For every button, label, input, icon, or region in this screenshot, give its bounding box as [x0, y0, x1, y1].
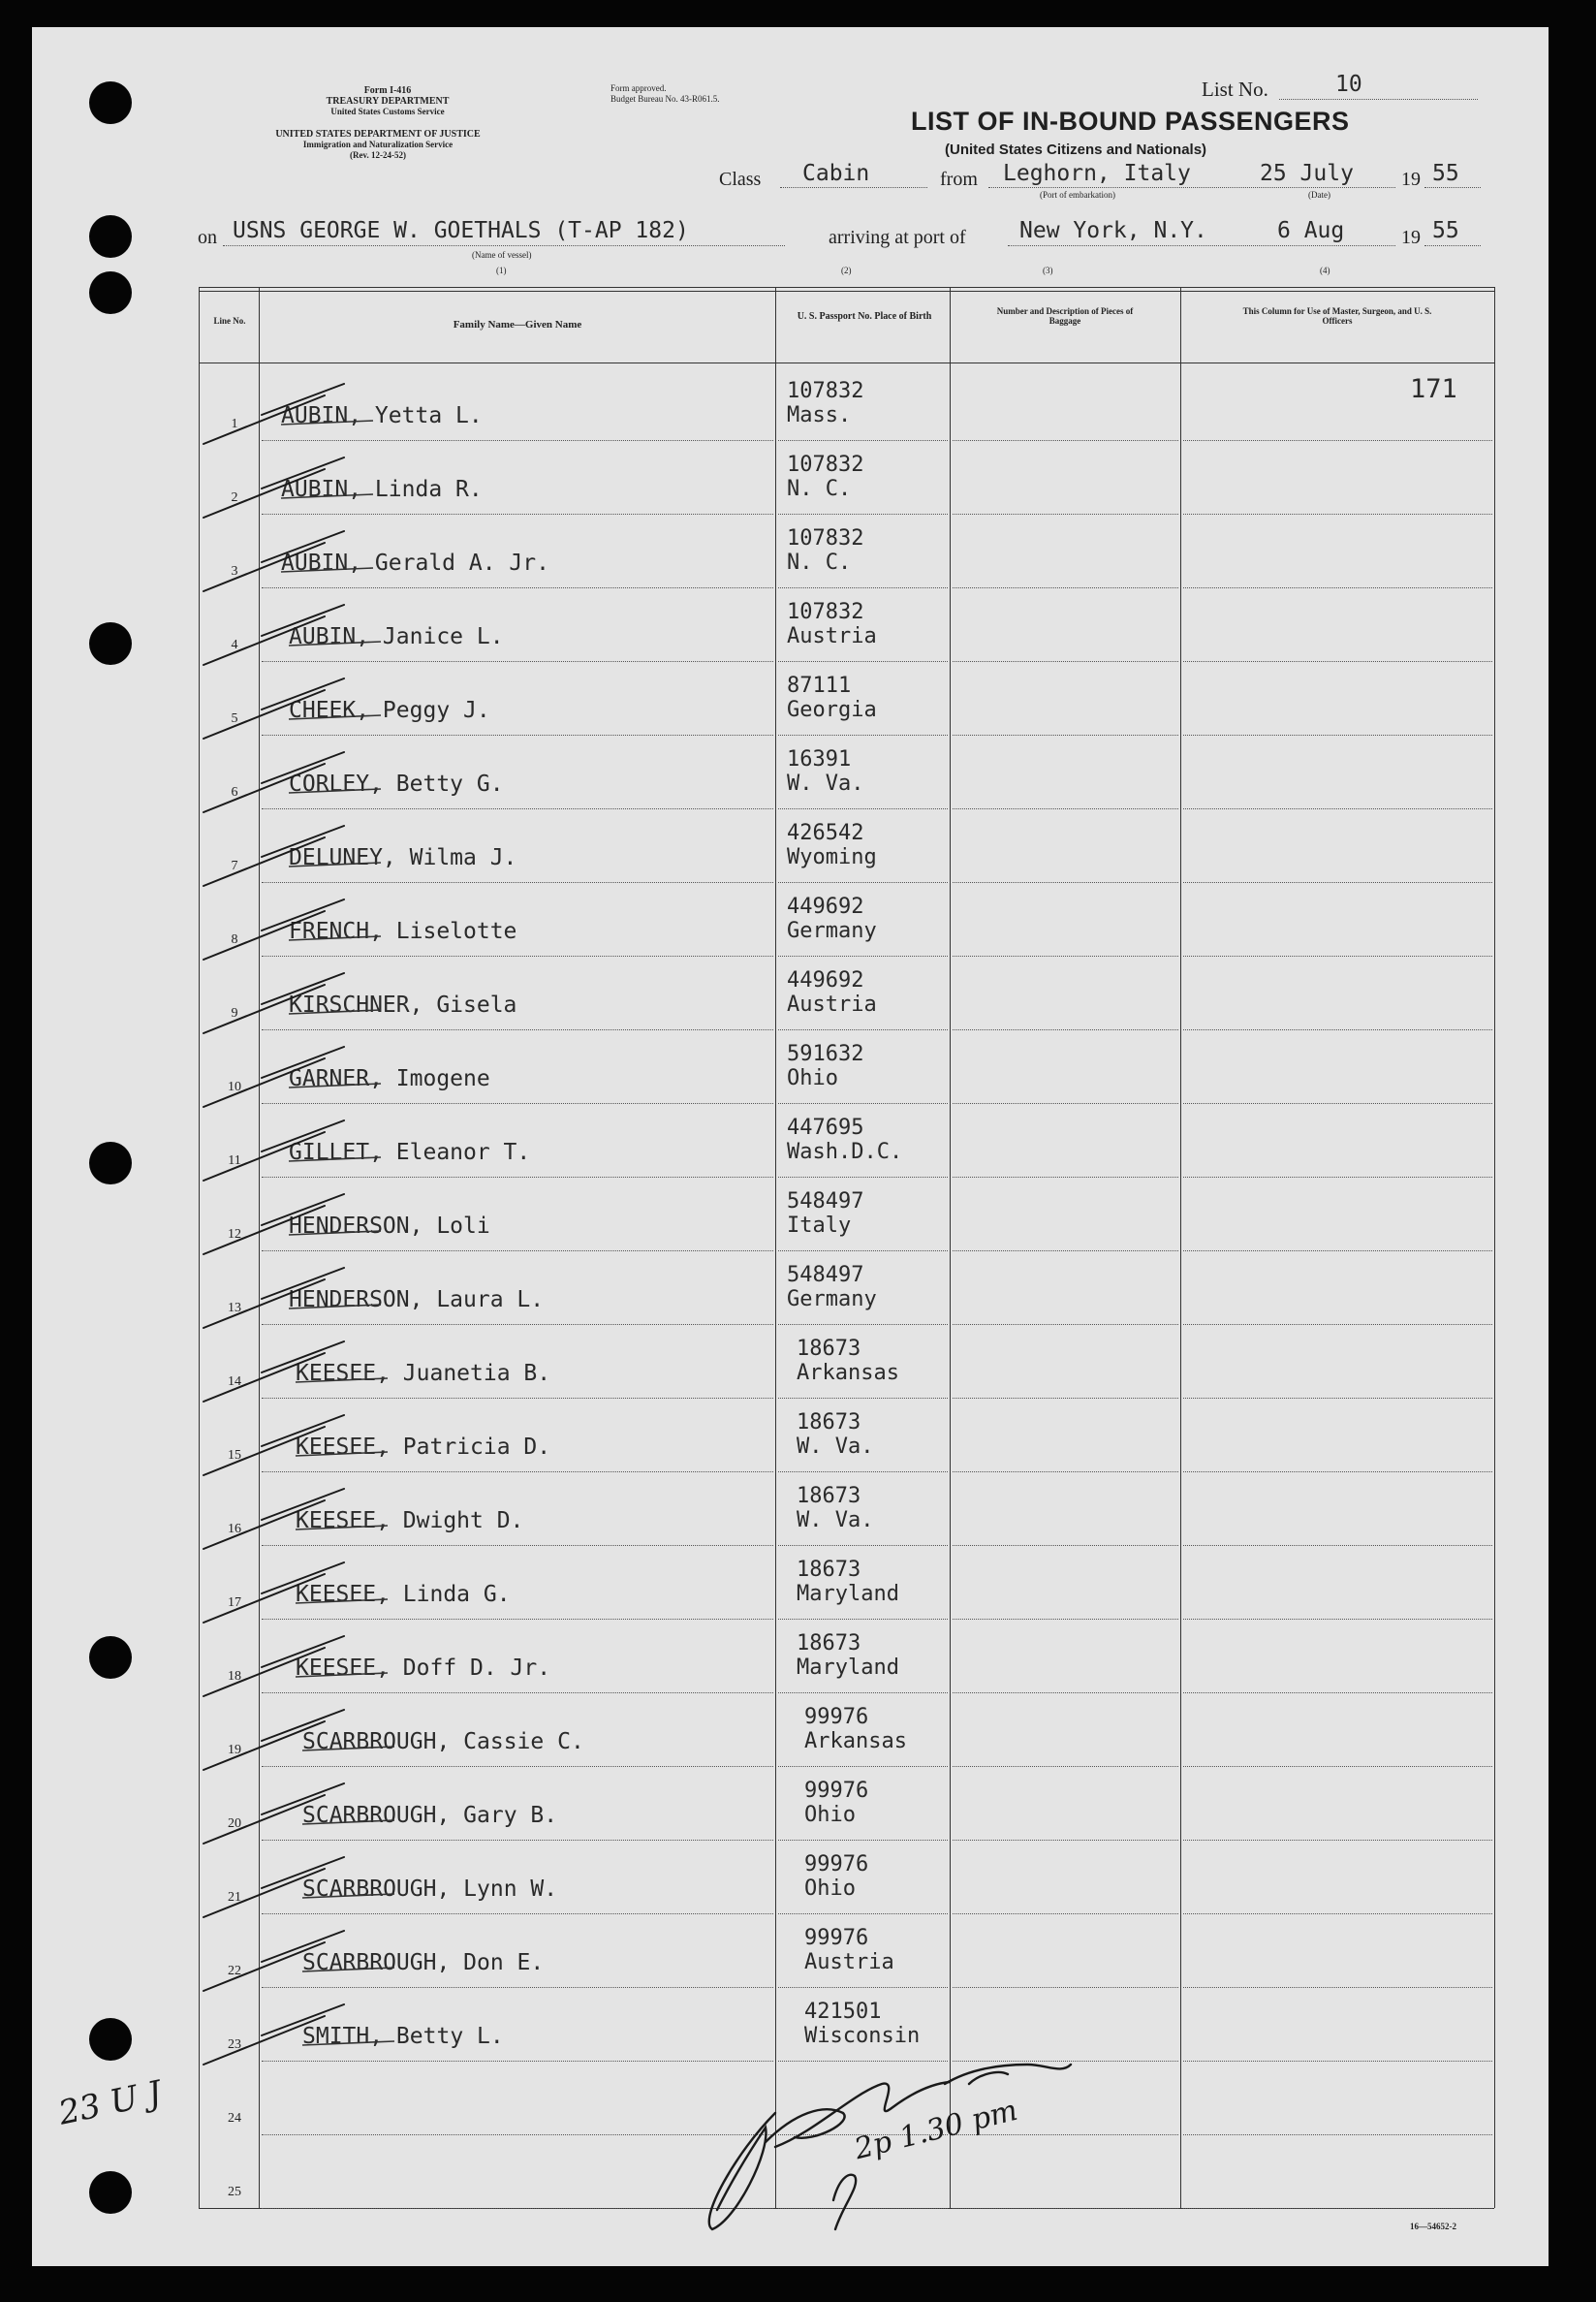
passenger-name: SCARBROUGH, Don E. — [302, 1950, 545, 1975]
line-number: 3 — [231, 564, 238, 579]
line-number: 4 — [231, 638, 238, 652]
line-number: 14 — [228, 1374, 241, 1389]
line-number: 5 — [231, 711, 238, 726]
place-of-birth: Wash.D.C. — [787, 1140, 903, 1164]
vessel-caption: (Name of vessel) — [472, 250, 532, 260]
place-of-birth: Mass. — [787, 403, 852, 427]
passport-number: 447695 — [787, 1116, 864, 1140]
passport-number: 449692 — [787, 895, 864, 919]
binder-hole — [89, 81, 132, 124]
place-of-birth: Ohio — [804, 1876, 856, 1901]
line-number: 9 — [231, 1006, 238, 1021]
col-marker-1: (1) — [496, 266, 507, 275]
line-number: 15 — [228, 1448, 241, 1463]
passport-number: 449692 — [787, 968, 864, 993]
passenger-name: SCARBROUGH, Gary B. — [302, 1803, 558, 1828]
binder-hole — [89, 1636, 132, 1679]
passport-number: 591632 — [787, 1042, 864, 1066]
arriving-label: arriving at port of — [829, 227, 966, 248]
approval-line-1: Form approved. — [610, 83, 667, 93]
passport-number: 18673 — [797, 1337, 861, 1361]
line-number: 12 — [228, 1227, 241, 1242]
vessel-name: USNS GEORGE W. GOETHALS (T-AP 182) — [233, 218, 689, 243]
line-number: 13 — [228, 1301, 241, 1315]
passenger-name: KEESEE, Patricia D. — [296, 1435, 551, 1460]
passenger-name: GARNER, Imogene — [289, 1066, 490, 1091]
passenger-name: AUBIN, Janice L. — [289, 624, 504, 649]
line-number: 21 — [228, 1890, 241, 1905]
place-of-birth: Ohio — [804, 1803, 856, 1827]
header-baggage: Number and Description of Pieces of Baggage — [996, 306, 1134, 326]
departure-year: 55 — [1432, 161, 1459, 186]
margin-note: 23 U J — [55, 2073, 166, 2133]
approval-line-2: Budget Bureau No. 43-R061.5. — [610, 94, 720, 104]
passenger-name: CORLEY, Betty G. — [289, 772, 504, 797]
departure-date: 25 July — [1260, 161, 1354, 186]
passenger-name: SCARBROUGH, Cassie C. — [302, 1729, 584, 1754]
line-number: 16 — [228, 1522, 241, 1536]
passport-number: 548497 — [787, 1263, 864, 1287]
date-caption: (Date) — [1308, 190, 1330, 200]
line-number: 8 — [231, 932, 238, 947]
port-of-embarkation: Leghorn, Italy — [1003, 161, 1191, 186]
place-of-birth: Italy — [787, 1214, 852, 1238]
page-title: LIST OF IN-BOUND PASSENGERS — [911, 107, 1350, 136]
passport-number: 99976 — [804, 1852, 869, 1876]
line-number: 7 — [231, 859, 238, 873]
passenger-name: SCARBROUGH, Lynn W. — [302, 1876, 558, 1902]
line-number: 2 — [231, 490, 238, 505]
passport-number: 99976 — [804, 1705, 869, 1729]
header-name: Family Name—Given Name — [453, 319, 582, 331]
passenger-name: FRENCH, Liselotte — [289, 919, 517, 944]
place-of-birth: Georgia — [787, 698, 877, 722]
arrival-port: New York, N.Y. — [1019, 218, 1207, 243]
passport-number: 107832 — [787, 600, 864, 624]
binder-hole — [89, 2171, 132, 2214]
on-label: on — [198, 227, 217, 248]
line-number: 17 — [228, 1595, 241, 1610]
place-of-birth: W. Va. — [787, 772, 864, 796]
footer-code: 16—54652-2 — [1410, 2222, 1456, 2231]
binder-hole — [89, 271, 132, 314]
place-of-birth: Austria — [804, 1950, 894, 1974]
arrival-date: 6 Aug — [1277, 218, 1345, 243]
place-of-birth: N. C. — [787, 477, 852, 501]
place-of-birth: Arkansas — [804, 1729, 907, 1753]
place-of-birth: Wyoming — [787, 845, 877, 869]
class-label: Class — [719, 169, 762, 190]
list-number: 10 — [1335, 72, 1362, 97]
place-of-birth: Wisconsin — [804, 2024, 921, 2048]
arrival-year-prefix: 19 — [1401, 227, 1421, 248]
line-number: 11 — [228, 1153, 241, 1168]
form-number: Form I-416 — [363, 85, 412, 96]
binder-hole — [89, 1142, 132, 1184]
line-number: 22 — [228, 1964, 241, 1978]
place-of-birth: Maryland — [797, 1582, 899, 1606]
passport-number: 18673 — [797, 1631, 861, 1656]
officer-note: 171 — [1410, 374, 1457, 404]
passport-number: 107832 — [787, 453, 864, 477]
line-number: 20 — [228, 1816, 241, 1831]
passenger-name: KEESEE, Linda G. — [296, 1582, 511, 1607]
revision: (Rev. 12-24-52) — [350, 150, 406, 160]
passport-number: 99976 — [804, 1779, 869, 1803]
place-of-birth: Austria — [787, 993, 877, 1017]
passenger-name: KEESEE, Doff D. Jr. — [296, 1656, 551, 1681]
passport-number: 99976 — [804, 1926, 869, 1950]
col-marker-2: (2) — [841, 266, 852, 275]
binder-hole — [89, 622, 132, 665]
port-caption: (Port of embarkation) — [1040, 190, 1115, 200]
passport-number: 18673 — [797, 1558, 861, 1582]
passenger-name: KIRSCHNER, Gisela — [289, 993, 517, 1018]
line-number: 6 — [231, 785, 238, 800]
place-of-birth: Maryland — [797, 1656, 899, 1680]
passport-number: 16391 — [787, 747, 852, 772]
place-of-birth: W. Va. — [797, 1508, 874, 1532]
line-number: 24 — [228, 2111, 241, 2126]
passenger-name: HENDERSON, Loli — [289, 1214, 490, 1239]
line-number: 1 — [231, 417, 238, 431]
line-number: 10 — [228, 1080, 241, 1094]
passport-number: 87111 — [787, 674, 852, 698]
line-number: 25 — [228, 2185, 241, 2199]
page-subtitle: (United States Citizens and Nationals) — [945, 142, 1207, 158]
binder-hole — [89, 215, 132, 258]
arrival-year: 55 — [1432, 218, 1459, 243]
passport-number: 107832 — [787, 379, 864, 403]
justice-department: UNITED STATES DEPARTMENT OF JUSTICE — [275, 129, 481, 140]
passport-number: 426542 — [787, 821, 864, 845]
passport-number: 548497 — [787, 1189, 864, 1214]
year-prefix: 19 — [1401, 169, 1421, 190]
header-passport: U. S. Passport No. Place of Birth — [797, 311, 932, 322]
customs-service: United States Customs Service — [330, 107, 445, 116]
line-number: 18 — [228, 1669, 241, 1684]
immigration-service: Immigration and Naturalization Service — [302, 140, 454, 149]
header-officers: This Column for Use of Master, Surgeon, and U. S. Officers — [1242, 306, 1432, 326]
passenger-name: HENDERSON, Laura L. — [289, 1287, 545, 1312]
line-number: 23 — [228, 2037, 241, 2052]
passenger-name: GILLET, Eleanor T. — [289, 1140, 531, 1165]
passenger-name: AUBIN, Linda R. — [281, 477, 483, 502]
passport-number: 107832 — [787, 526, 864, 551]
list-label: List No. — [1202, 78, 1268, 101]
place-of-birth: W. Va. — [797, 1435, 874, 1459]
passenger-name: KEESEE, Juanetia B. — [296, 1361, 551, 1386]
passenger-name: CHEEK, Peggy J. — [289, 698, 490, 723]
passport-number: 421501 — [804, 2000, 882, 2024]
place-of-birth: Arkansas — [797, 1361, 899, 1385]
treasury-department: TREASURY DEPARTMENT — [326, 96, 450, 107]
place-of-birth: Germany — [787, 919, 877, 943]
passport-number: 18673 — [797, 1484, 861, 1508]
passenger-name: KEESEE, Dwight D. — [296, 1508, 524, 1533]
signature-note: 2p 1.30 pm — [851, 2093, 1021, 2167]
place-of-birth: Austria — [787, 624, 877, 648]
passenger-name: AUBIN, Gerald A. Jr. — [281, 551, 549, 576]
binder-hole — [89, 2018, 132, 2061]
place-of-birth: Germany — [787, 1287, 877, 1311]
from-label: from — [940, 169, 978, 190]
place-of-birth: N. C. — [787, 551, 852, 575]
passenger-name: SMITH, Betty L. — [302, 2024, 504, 2049]
line-number: 19 — [228, 1743, 241, 1757]
class-value: Cabin — [802, 161, 870, 186]
col-marker-3: (3) — [1043, 266, 1053, 275]
passenger-name: DELUNEY, Wilma J. — [289, 845, 517, 870]
passport-number: 18673 — [797, 1410, 861, 1435]
col-marker-4: (4) — [1320, 266, 1330, 275]
place-of-birth: Ohio — [787, 1066, 838, 1090]
passenger-name: AUBIN, Yetta L. — [281, 403, 483, 428]
header-line-no: Line No. — [213, 316, 246, 326]
